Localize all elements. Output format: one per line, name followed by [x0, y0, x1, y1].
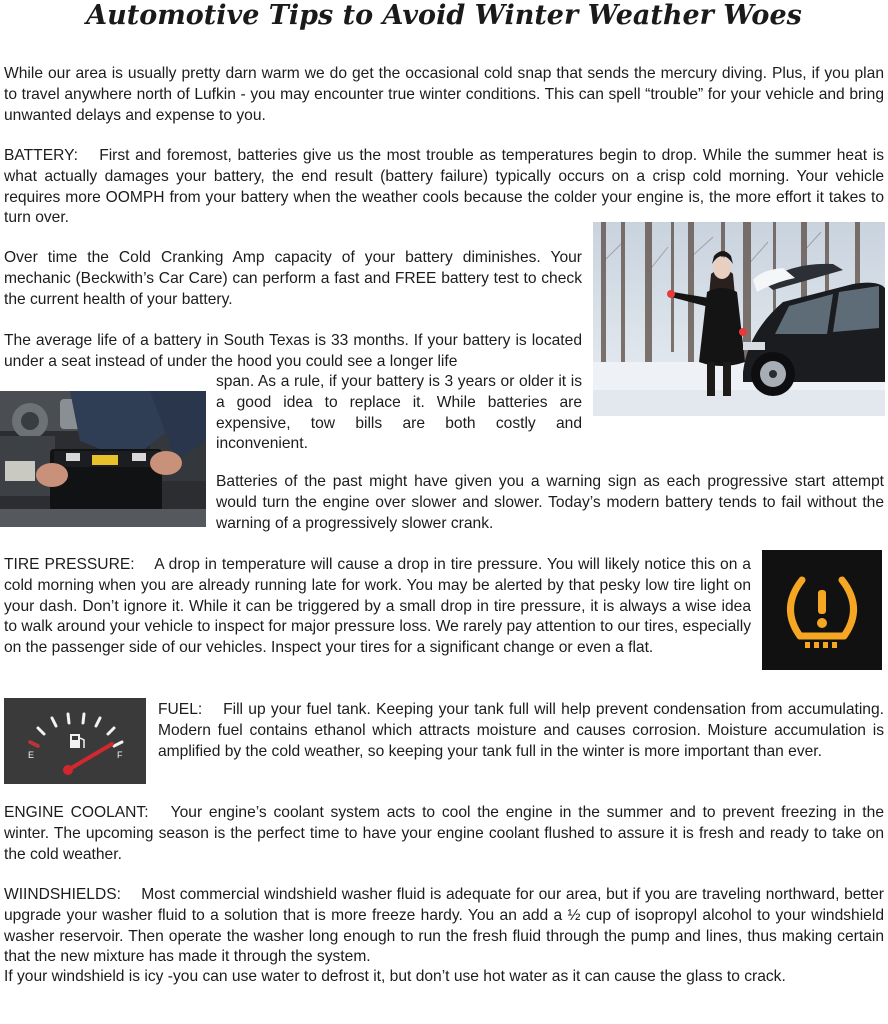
fuel-paragraph: FUEL: Fill up your fuel tank. Keeping your tank full will help prevent condensation from accumulating. Modern fuel contains ethanol which attracts moisture and causes corrosion. Moisture accumulation is amplified by the cold weather, so keeping your tank full in the winter is more important than ever.	[158, 701, 884, 760]
engine-coolant-paragraph: ENGINE COOLANT: Your engine’s coolant system acts to cool the engine in the summer and to prevent freezing in the winter. The upcoming season is the perfect time to have your engine coolant flushed to assure it is fresh and ready to take on the cold weather.	[4, 804, 884, 863]
battery-life-paragraph-top: The average life of a battery in South Texas is 33 months. If your battery is located under a seat instead of under the hood you could see a longer life	[4, 332, 582, 370]
gauge-empty-label: E	[28, 750, 35, 760]
windshield-icy-paragraph: If your windshield is icy -you can use water to defrost it, but don’t use hot water as it can cause the glass to crack.	[4, 968, 786, 985]
battery-life-paragraph-continued: span. As a rule, if your battery is 3 years or older it is a good idea to replace it. While batteries are expensive, tow bills are both costly and inconvenient.	[216, 373, 582, 453]
gauge-full-label: F	[117, 750, 123, 760]
battery-warning-paragraph: Batteries of the past might have given you a warning sign as each progressive start attempt would turn the engine over slower and slower. Today’s modern battery tends to fail without the warning of a progressively slower crank.	[216, 473, 884, 532]
battery-test-paragraph: Over time the Cold Cranking Amp capacity of your battery diminishes. Your mechanic (Beckwith’s Car Care) can perform a fast and FREE battery test to check the current health of your battery.	[4, 249, 582, 308]
page-title: Automotive Tips to Avoid Winter Weather Woes	[86, 0, 802, 31]
tire-pressure-warning-light	[762, 550, 882, 670]
battery-paragraph: BATTERY: First and foremost, batteries give us the most trouble as temperatures begin to drop. While the summer heat is what actually damages your battery, the end result (battery failure) typically occurs on a crisp cold morning. Your vehicle requires more OOMPH from your battery when the weather cools because the colder your engine is, the more effort it takes to turn over.	[4, 147, 884, 227]
car-battery-photo	[0, 391, 206, 527]
tire-pressure-paragraph: TIRE PRESSURE: A drop in temperature will cause a drop in tire pressure. You will likely notice this on a cold morning when you are already running late for work. You may be alerted by that pesky low tire light on your dash. Don’t ignore it. While it can be triggered by a small drop in tire pressure, it is always a wise idea to walk around your vehicle to inspect for major pressure loss. We rarely pay attention to our tires, especially on the passenger side of our vehicles. Inspect your tires for a significant change or even a flat.	[4, 556, 751, 657]
fuel-gauge	[4, 698, 146, 784]
windshield-paragraph: WIINDSHIELDS: Most commercial windshield washer fluid is adequate for our area, but if you are traveling northward, better upgrade your washer fluid to a solution that is more freeze hardy. You an add a ½ cup of isopropyl alcohol to your windshield washer reservoir. Then operate the washer long enough to run the fresh fluid through the pump and lines, thus making certain that the new mixture has made it through the system.	[4, 886, 884, 966]
intro-paragraph: While our area is usually pretty darn warm we do get the occasional cold snap that sends the mercury diving. Plus, if you plan to travel anywhere north of Lufkin - you may encounter true winter conditions. This can spell “trouble” for your vehicle and bring unwanted delays and expense to you.	[4, 65, 884, 124]
winter-car-photo	[593, 222, 885, 416]
